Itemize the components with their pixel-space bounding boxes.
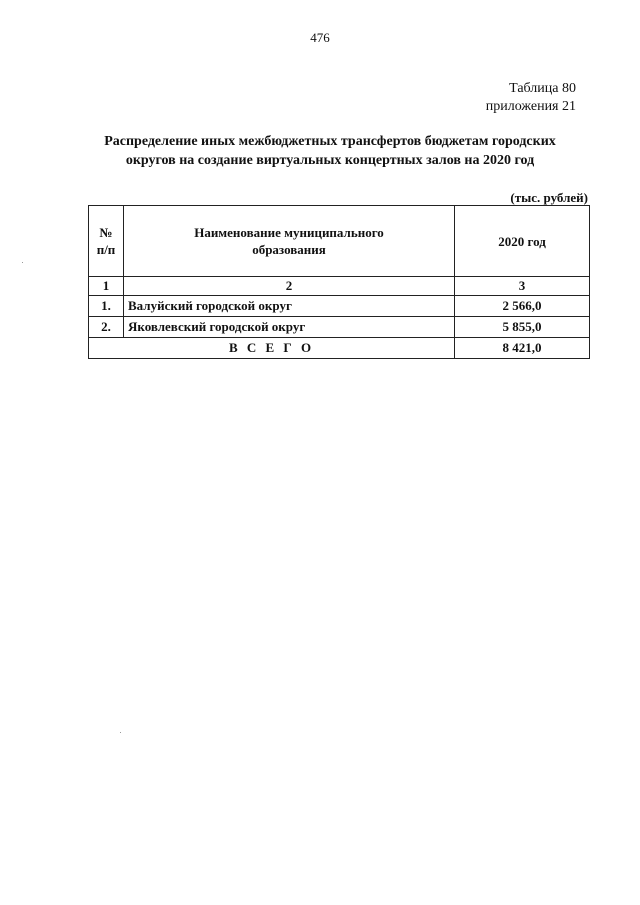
table-reference xyxy=(486,80,576,116)
table-reference-line2: приложения 21 xyxy=(485,99,576,114)
column-number-1: 1 xyxy=(89,277,124,296)
document-title xyxy=(70,132,590,170)
allocation-table xyxy=(88,205,590,359)
header-municipality xyxy=(124,206,455,277)
document-title-line1: Распределение иных межбюджетных трансфертов бюджетам городских xyxy=(104,134,556,149)
total-value: 8 421,0 xyxy=(455,338,590,359)
row-number: 2. xyxy=(89,317,124,338)
table-header-row xyxy=(89,206,590,277)
table-row xyxy=(89,296,590,317)
header-municipality-line2: образования xyxy=(252,242,326,257)
document-title-line2: округов на создание виртуальных концертных залов на 2020 год xyxy=(125,153,535,168)
units-label: (тыс. рублей) xyxy=(510,190,588,205)
row-value: 5 855,0 xyxy=(455,317,590,338)
header-number-line2: п/п xyxy=(96,242,116,257)
column-number-row xyxy=(89,277,590,296)
header-number xyxy=(89,206,124,277)
row-municipality: Яковлевский городской округ xyxy=(124,317,455,338)
total-label: В С Е Г О xyxy=(89,338,455,359)
column-number-2: 2 xyxy=(124,277,455,296)
row-number: 1. xyxy=(89,296,124,317)
table-reference-line1: Таблица 80 xyxy=(509,81,576,96)
page-number: 476 xyxy=(310,30,330,45)
row-municipality: Валуйский городской округ xyxy=(124,296,455,317)
scan-mark xyxy=(22,262,23,263)
table-row xyxy=(89,317,590,338)
header-municipality-line1: Наименование муниципального xyxy=(194,225,384,240)
scan-mark xyxy=(120,732,121,733)
header-year: 2020 год xyxy=(455,206,590,277)
header-number-line1: № xyxy=(99,225,113,240)
column-number-3: 3 xyxy=(455,277,590,296)
row-value: 2 566,0 xyxy=(455,296,590,317)
total-row xyxy=(89,338,590,359)
